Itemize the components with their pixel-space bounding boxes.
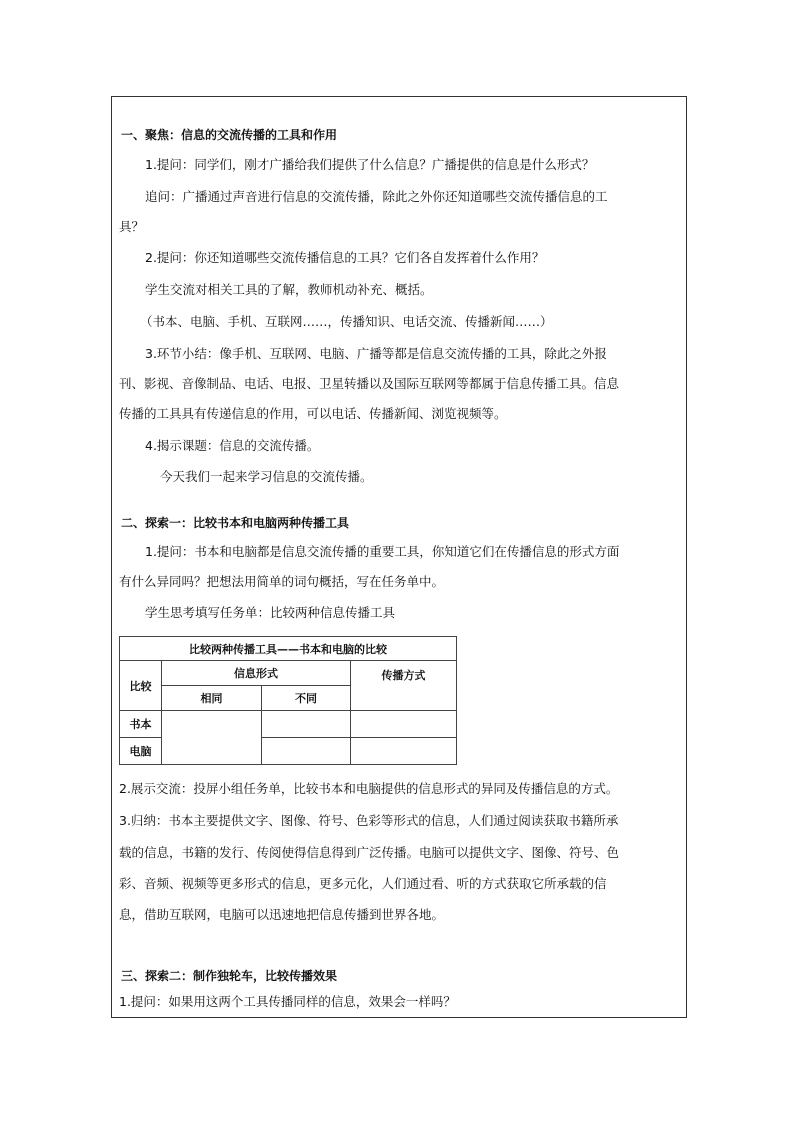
section2-induce-line1: 3.归纳：书本主要提供文字、图像、符号、色彩等形式的信息，人们通过阅读获取书籍所承 — [119, 813, 619, 828]
section3-heading: 三、探索二：制作独轮车，比较传播效果 — [121, 969, 338, 983]
section1-followup-line2: 具？ — [119, 219, 145, 234]
table-header-info-form: 信息形式 — [162, 661, 351, 686]
table-row-computer-label: 电脑 — [120, 738, 162, 765]
table-header-spread-method: 传播方式 — [351, 661, 457, 711]
section2-heading: 二、探索一：比较书本和电脑两种传播工具 — [121, 516, 350, 530]
section2-induce-line3: 彩、音频、视频等更多形式的信息，更多元化，人们通过看、听的方式获取它所承载的信 — [119, 876, 607, 891]
table-title: 比较两种传播工具——书本和电脑的比较 — [120, 637, 457, 661]
section2-question1-line2: 有什么异同吗？把想法用简单的词句概括，写在任务单中。 — [119, 574, 445, 589]
section1-question1: 1.提问：同学们，刚才广播给我们提供了什么信息？广播提供的信息是什么形式？ — [145, 157, 595, 172]
table-header-different: 不同 — [262, 686, 351, 711]
section3-question1: 1.提问：如果用这两个工具传播同样的信息，效果会一样吗？ — [119, 994, 456, 1009]
table-cell-book-method — [351, 711, 457, 738]
table-row-book-label: 书本 — [120, 711, 162, 738]
section1-today: 今天我们一起来学习信息的交流传播。 — [160, 469, 373, 484]
section1-heading: 一、聚焦：信息的交流传播的工具和作用 — [121, 128, 338, 142]
table-cell-same — [162, 711, 262, 765]
section1-question2: 2.提问：你还知道哪些交流传播信息的工具？它们各自发挥着什么作用？ — [145, 250, 545, 265]
comparison-table — [119, 636, 457, 765]
table-cell-computer-different — [262, 738, 351, 765]
section2-question1-line1: 1.提问：书本和电脑都是信息交流传播的重要工具，你知道它们在传播信息的形式方面 — [145, 544, 620, 559]
table-cell-computer-method — [351, 738, 457, 765]
section1-examples: （书本、电脑、手机、互联网……，传播知识、电话交流、传播新闻……） — [140, 314, 553, 329]
section1-summary-line1: 3.环节小结：像手机、互联网、电脑、广播等都是信息交流传播的工具，除此之外报 — [145, 346, 607, 361]
section2-induce-line2: 载的信息，书籍的发行、传阅使得信息得到广泛传播。电脑可以提供文字、图像、符号、色 — [119, 845, 620, 860]
section1-exchange: 学生交流对相关工具的了解，教师机动补充、概括。 — [145, 282, 433, 297]
section2-induce-line4: 息，借助互联网，电脑可以迅速地把信息传播到世界各地。 — [119, 907, 445, 922]
section1-followup-line1: 追问：广播通过声音进行信息的交流传播，除此之外你还知道哪些交流传播信息的工 — [145, 189, 608, 204]
section2-show: 2.展示交流：投屏小组任务单，比较书本和电脑提供的信息形式的异同及传播信息的方式。 — [119, 781, 619, 796]
section1-summary-line3: 传播的工具具有传递信息的作用，可以电话、传播新闻、浏览视频等。 — [119, 406, 507, 421]
table-header-compare: 比较 — [120, 661, 162, 711]
section1-topic: 4.揭示课题：信息的交流传播。 — [145, 438, 320, 453]
section2-task: 学生思考填写任务单：比较两种信息传播工具 — [145, 605, 396, 620]
section1-summary-line2: 刊、影视、音像制品、电话、电报、卫星转播以及国际互联网等都属于信息传播工具。信息 — [119, 376, 620, 391]
table-header-same: 相同 — [162, 686, 262, 711]
table-cell-book-different — [262, 711, 351, 738]
